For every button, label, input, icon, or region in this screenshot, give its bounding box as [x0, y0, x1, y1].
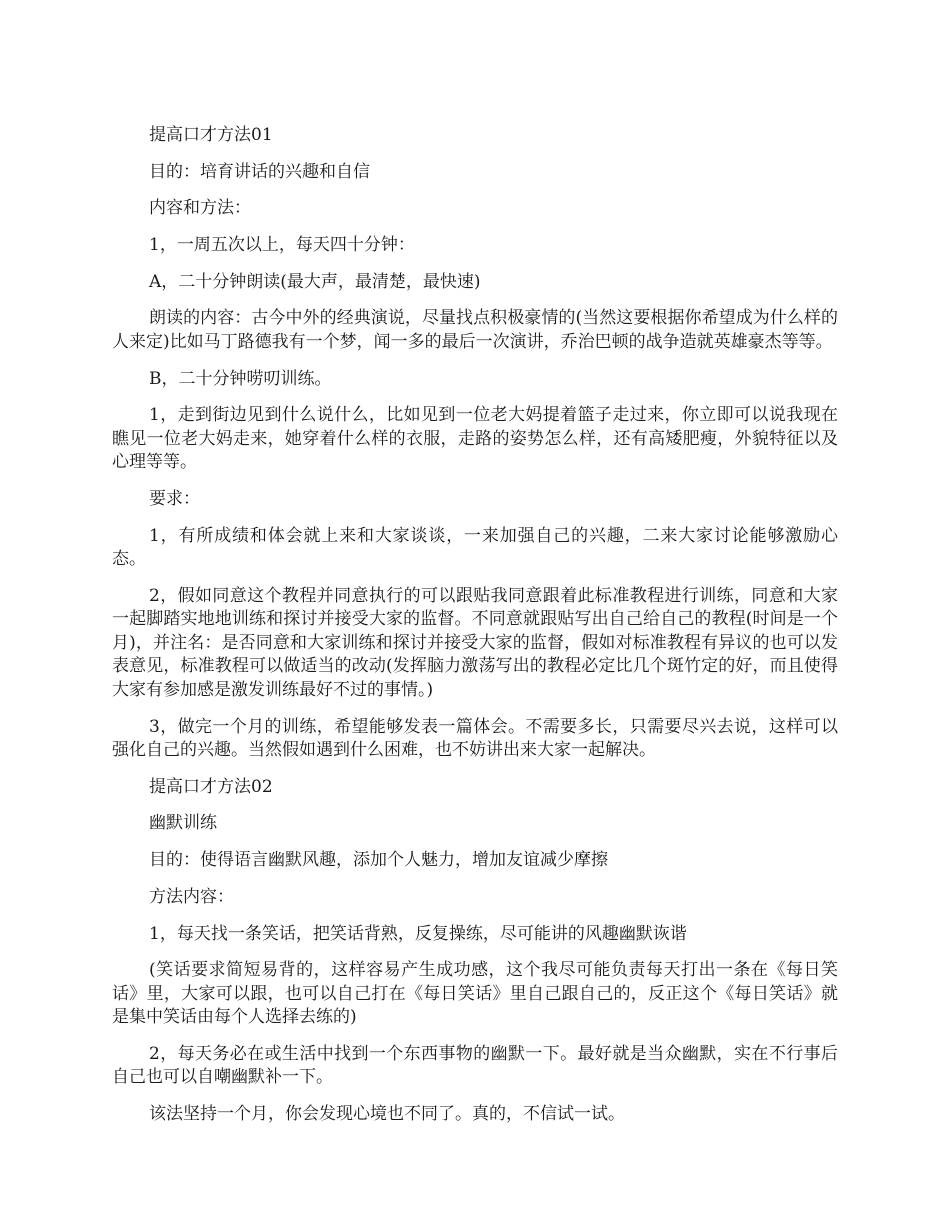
paragraph-content-heading: 内容和方法：: [149, 198, 251, 219]
paragraph-method-heading: 方法内容：: [149, 886, 234, 907]
paragraph-reading-content: 朗读的内容：古今中外的经典演说，尽量找点积极豪情的(当然这要根据你希望成为什么样的人来定)比如马丁路德我有一个梦，闻一多的最后一次演讲，乔治巴顿的战争造就英雄豪杰等等。: [112, 308, 838, 352]
paragraph-purpose-01: 目的：培育讲话的兴趣和自信: [149, 161, 370, 182]
paragraph-requirement-1: 1，有所成绩和体会就上来和大家谈谈，一来加强自己的兴趣，二来大家讨论能够激励心态。: [112, 525, 838, 570]
paragraph-requirement-2: 2，假如同意这个教程并同意执行的可以跟贴我同意跟着此标准教程进行训练，同意和大家一起脚踏实地地训练和探讨并接受大家的监督。不同意就跟贴写出自己给自己的教程(时间是一个月)，并注名：是否同意和大家训练和探讨并接受大家的监督，假如对标准教程有异议的也可以发表意见，标准教程可以做适当的改动(发挥脑力激荡写出的教程必定比几个斑竹定的好，而且使得大家有参加感是激发训练最好不过的事情。): [112, 585, 838, 700]
paragraph-humor-training: 幽默训练: [149, 813, 217, 834]
paragraph-reading: A，二十分钟朗读(最大声，最清楚，最快速): [149, 271, 481, 292]
paragraph-chatter-training: B，二十分钟唠叨训练。: [149, 368, 332, 389]
paragraph-joke-daily: 1，每天找一条笑话，把笑话背熟，反复操练，尽可能讲的风趣幽默诙谐: [149, 923, 687, 944]
section-heading-02: 提高口才方法02: [149, 776, 273, 797]
document-body: [112, 124, 838, 1140]
section-heading-01: 提高口才方法01: [149, 125, 273, 145]
paragraph-schedule: 1，一周五次以上，每天四十分钟：: [149, 235, 415, 256]
paragraph-purpose-02: 目的：使得语言幽默风趣，添加个人魅力，增加友谊减少摩擦: [149, 850, 608, 871]
paragraph-conclusion: 该法坚持一个月，你会发现心境也不同了。真的，不信试一试。: [149, 1104, 625, 1125]
paragraph-street-practice: 1，走到街边见到什么说什么，比如见到一位老大妈提着篮子走过来，你立即可以说我现在瞧见一位老大妈走来，她穿着什么样的衣服，走路的姿势怎么样，还有高矮肥瘦，外貌特征以及心理等等。: [112, 405, 838, 473]
paragraph-requirement-3: 3，做完一个月的训练，希望能够发表一篇体会。不需要多长，只需要尽兴去说，这样可以强化自己的兴趣。当然假如遇到什么困难，也不妨讲出来大家一起解决。: [112, 716, 838, 761]
paragraph-joke-note: (笑话要求简短易背的，这样容易产生成功感，这个我尽可能负责每天打出一条在《每日笑话》里，大家可以跟，也可以自己打在《每日笑话》里自己跟自己的，反正这个《每日笑话》就是集中笑话由每个人选择去练的): [112, 960, 838, 1028]
paragraph-requirements-heading: 要求：: [149, 489, 200, 509]
paragraph-daily-humor: 2，每天务必在或生活中找到一个东西事物的幽默一下。最好就是当众幽默，实在不行事后自己也可以自嘲幽默补一下。: [112, 1043, 838, 1088]
